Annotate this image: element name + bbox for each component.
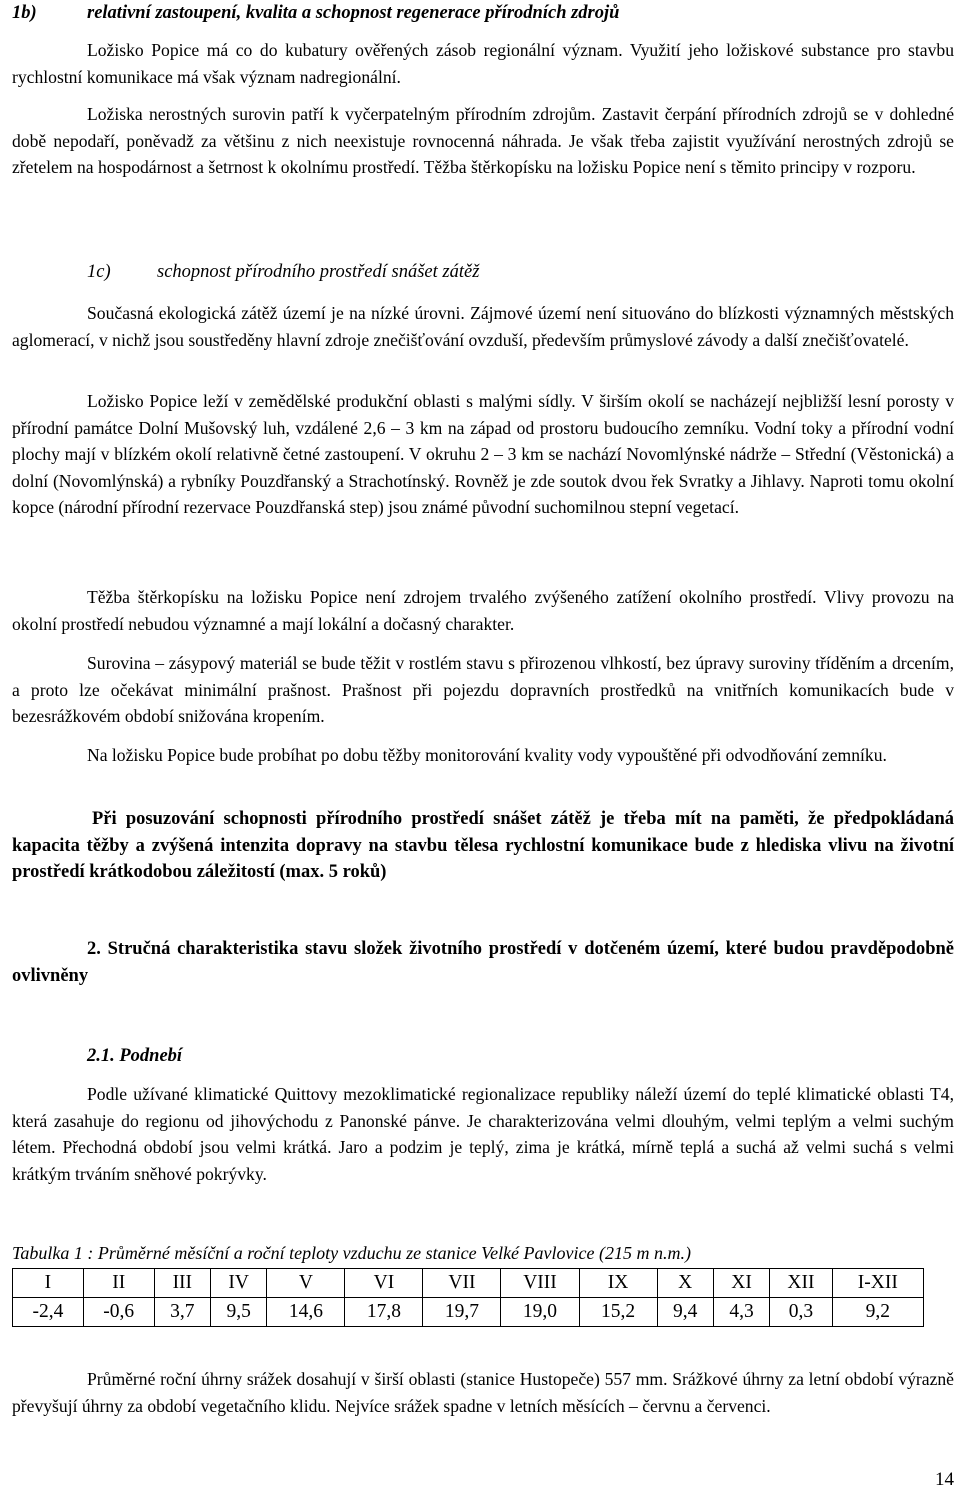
table-value-cell: 9,2 bbox=[832, 1298, 923, 1327]
table-header-cell: VI bbox=[345, 1269, 423, 1298]
table-header-cell: XII bbox=[770, 1269, 832, 1298]
table-value-cell: -2,4 bbox=[13, 1298, 84, 1327]
table-header-cell: II bbox=[83, 1269, 154, 1298]
section-2-heading: 2. Stručná charakteristika stavu složek životního prostředí v dotčeném území, které budou pravděpodobně ovlivněny bbox=[12, 939, 954, 986]
section-1c-heading bbox=[12, 259, 954, 285]
table-header-row bbox=[13, 1269, 924, 1298]
temperature-table bbox=[12, 1268, 924, 1327]
table-value-cell: 9,4 bbox=[657, 1298, 713, 1327]
table-header-cell: XI bbox=[713, 1269, 769, 1298]
section-1c-number: 1c) bbox=[87, 262, 111, 282]
table-value-cell: 9,5 bbox=[211, 1298, 267, 1327]
section-1b-number: 1b) bbox=[12, 3, 37, 23]
section-1c-paragraph-2: Ložisko Popice leží v zemědělské produkční oblasti s malými sídly. V širším okolí se nacházejí nejbližší lesní porosty v přírodní památce Dolní Mušovský luh, vzdálené 2,6 – 3 km na západ od prostoru budoucího zemníku. Vodní toky a přírodní vodní plochy mají v blízkém okolí relativně četné zastoupení. V okruhu 2 – 3 km se nachází Novomlýnské nádrže – Střední (Věstonická) a dolní (Novomlýnská) a rybníky Pouzdřanský a Strachotínský. Rovněž je zde soutok dvou řek Svratky a Jihlavy. Naproti tomu okolní kopce (národní přírodní rezervace Pouzdřanská step) jsou známé původní suchomilnou stepní vegetací. bbox=[12, 391, 954, 518]
section-1c-bold-conclusion: Při posuzování schopnosti přírodního prostředí snášet zátěž je třeba mít na paměti, že předpokládaná kapacita těžby a zvýšená intenzita dopravy na stavbu tělesa rychlostní komunikace bude z hlediska vlivu na životní prostředí krátkodobou záležitostí (max. 5 roků) bbox=[12, 809, 954, 883]
table-header-cell: V bbox=[267, 1269, 345, 1298]
section-1c-title: schopnost přírodního prostředí snášet zátěž bbox=[157, 262, 480, 282]
table-value-cell: 17,8 bbox=[345, 1298, 423, 1327]
table-header-cell: IX bbox=[579, 1269, 657, 1298]
section-1c-paragraph-5: Na ložisku Popice bude probíhat po dobu těžby monitorování kvality vody vypouštěné při odvodňování zemníku. bbox=[87, 745, 887, 765]
section-1c-paragraph-1: Současná ekologická zátěž území je na nízké úrovni. Zájmové území není situováno do blízkosti významných městských aglomerací, v nichž jsou soustředěny hlavní zdroje znečišťování ovzduší, především průmyslové závody a další znečišťovatelé. bbox=[12, 303, 954, 350]
table-value-cell: 14,6 bbox=[267, 1298, 345, 1327]
table-header-cell: I-XII bbox=[832, 1269, 923, 1298]
table-header-cell: III bbox=[154, 1269, 210, 1298]
table-value-row bbox=[13, 1298, 924, 1327]
table-header-cell: VII bbox=[423, 1269, 501, 1298]
section-1c-paragraph-3: Těžba štěrkopísku na ložisku Popice není zdrojem trvalého zvýšeného zatížení okolního prostředí. Vlivy provozu na okolní prostředí nebudou významné a mají lokální a dočasný charakter. bbox=[12, 587, 954, 634]
section-2-1-paragraph-2: Průměrné roční úhrny srážek dosahují v širší oblasti (stanice Hustopeče) 557 mm. Srážkové úhrny za letní období výrazně převyšují úhrny za období vegetačního klidu. Nejvíce srážek spadne v letních měsících – červnu a červenci. bbox=[12, 1369, 954, 1416]
table-caption: Tabulka 1 : Průměrné měsíční a roční teploty vzduchu ze stanice Velké Pavlovice (215 m n.m.) bbox=[12, 1243, 691, 1263]
table-value-cell: 3,7 bbox=[154, 1298, 210, 1327]
table-value-cell: 19,0 bbox=[501, 1298, 579, 1327]
table-value-cell: 0,3 bbox=[770, 1298, 832, 1327]
section-1b-paragraph-2: Ložiska nerostných surovin patří k vyčerpatelným přírodním zdrojům. Zastavit čerpání přírodních zdrojů se v dohledné době nepodaří, poněvadž za většinu z nich neexistuje rovnocenná náhrada. Je však třeba zajistit využívání nerostných zdrojů se zřetelem na hospodárnost a šetrnost k okolnímu prostředí. Těžba štěrkopísku na ložisku Popice není s těmito principy v rozporu. bbox=[12, 104, 954, 178]
table-header-cell: I bbox=[13, 1269, 84, 1298]
section-1b-paragraph-1: Ložisko Popice má co do kubatury ověřených zásob regionální význam. Využití jeho ložiskové substance pro stavbu rychlostní komunikace má však význam nadregionální. bbox=[12, 40, 954, 87]
table-header-cell: IV bbox=[211, 1269, 267, 1298]
section-1b-title: relativní zastoupení, kvalita a schopnost regenerace přírodních zdrojů bbox=[87, 3, 620, 23]
page-number: 14 bbox=[935, 1469, 954, 1490]
table-header-cell: VIII bbox=[501, 1269, 579, 1298]
table-value-cell: 4,3 bbox=[713, 1298, 769, 1327]
section-1c-paragraph-4: Surovina – zásypový materiál se bude těžit v rostlém stavu s přirozenou vlhkostí, bez úpravy suroviny tříděním a drcením, a proto lze očekávat minimální prašnost. Prašnost při pojezdu dopravních prostředků na vnitřních komunikacích bude v bezesrážkovém období snižována kropením. bbox=[12, 653, 954, 727]
table-value-cell: 15,2 bbox=[579, 1298, 657, 1327]
table-value-cell: 19,7 bbox=[423, 1298, 501, 1327]
section-2-1-heading: 2.1. Podnebí bbox=[87, 1046, 183, 1066]
table-header-cell: X bbox=[657, 1269, 713, 1298]
table-value-cell: -0,6 bbox=[83, 1298, 154, 1327]
section-2-1-paragraph-1: Podle užívané klimatické Quittovy mezoklimatické regionalizace republiky náleží území do teplé klimatické oblasti T4, která zasahuje do regionu od jihovýchodu z Panonské pánve. Je charakterizována velmi dlouhým, velmi teplým a velmi suchým létem. Přechodná období jsou velmi krátká. Jaro a podzim je teplý, zima je krátká, mírně teplá a suchá až velmi suchá s velmi krátkým trváním sněhové pokrývky. bbox=[12, 1084, 954, 1184]
